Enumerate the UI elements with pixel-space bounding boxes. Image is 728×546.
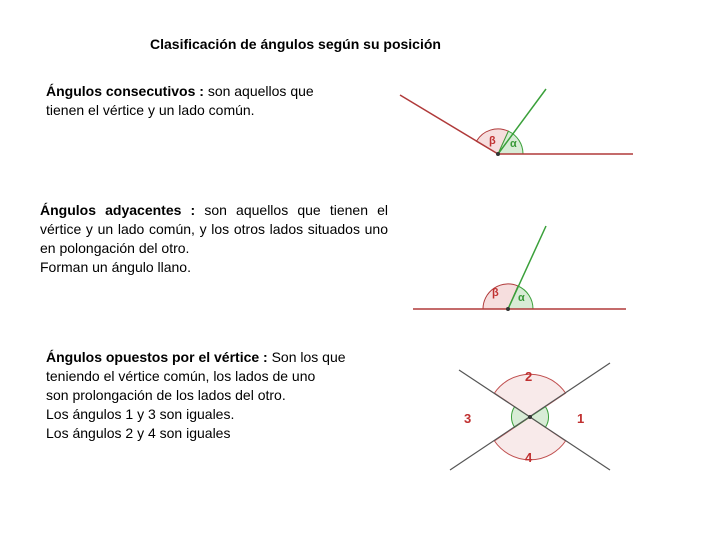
- vertical-text-5: Los ángulos 2 y 4 son iguales: [46, 425, 231, 441]
- vertical-text-4: Los ángulos 1 y 3 son iguales.: [46, 406, 235, 422]
- consecutive-alpha-label: α: [510, 138, 517, 150]
- adjacent-heading: Ángulos adyacentes :: [40, 202, 196, 218]
- page-title: Clasificación de ángulos según su posición: [150, 36, 441, 52]
- adjacent-text-1: son aquellos que tienen el vértice y un lado común, y los otros lados situados uno en polongación del otro.: [40, 202, 389, 256]
- consecutive-text-2: tienen el vértice y un lado común.: [46, 102, 255, 118]
- vertical-heading: Ángulos opuestos por el vértice :: [46, 349, 268, 365]
- adjacent-beta-label: β: [492, 287, 499, 299]
- adjacent-text-2: Forman un ángulo llano.: [40, 259, 191, 275]
- consecutive-text-1: son aquellos que: [207, 83, 314, 99]
- adjacent-alpha-label: α: [518, 292, 525, 304]
- vertical-vertex: [528, 415, 532, 419]
- vertical-label-4: 4: [525, 450, 533, 465]
- vertical-text-3: son prolongación de los lados del otro.: [46, 387, 286, 403]
- vertical-label-3: 3: [464, 411, 472, 426]
- vertical-text-2: teniendo el vértice común, los lados de uno: [46, 368, 316, 384]
- vertical-label-2: 2: [525, 369, 533, 384]
- vertical-label-1: 1: [577, 411, 585, 426]
- consecutive-beta-label: β: [489, 135, 496, 147]
- consecutive-heading: Ángulos consecutivos :: [46, 83, 204, 99]
- vertical-text-1: Son los que: [271, 349, 346, 365]
